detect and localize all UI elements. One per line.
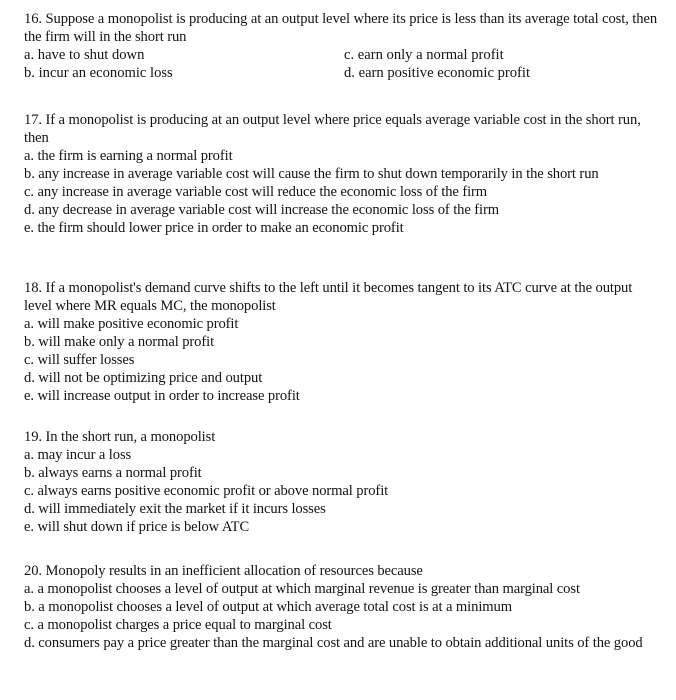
question-20-choice-a: a. a monopolist chooses a level of output at which marginal revenue is greater than marginal cost bbox=[24, 581, 580, 597]
question-20 bbox=[24, 562, 660, 652]
question-17 bbox=[24, 111, 660, 237]
question-16-choice-d: d. earn positive economic profit bbox=[344, 65, 531, 81]
question-18 bbox=[24, 279, 660, 405]
question-18-stem: 18. If a monopolist's demand curve shifts to the left until it becomes tangent to its ATC curve at the output level where MR equals MC, the monopolist bbox=[24, 280, 633, 314]
question-18-choice-b: b. will make only a normal profit bbox=[24, 334, 215, 350]
question-16-choices bbox=[24, 46, 660, 84]
question-19-choice-d: d. will immediately exit the market if it incurs losses bbox=[24, 501, 326, 517]
question-20-stem: 20. Monopoly results in an inefficient allocation of resources because bbox=[24, 563, 423, 579]
question-20-choice-d: d. consumers pay a price greater than the marginal cost and are unable to obtain additional units of the good bbox=[24, 635, 643, 651]
question-17-stem: 17. If a monopolist is producing at an output level where price equals average variable cost in the short run, then bbox=[24, 112, 641, 146]
question-19-stem: 19. In the short run, a monopolist bbox=[24, 429, 216, 445]
question-20-choice-c: c. a monopolist charges a price equal to marginal cost bbox=[24, 617, 332, 633]
question-19-choice-e: e. will shut down if price is below ATC bbox=[24, 519, 250, 535]
question-18-choice-d: d. will not be optimizing price and output bbox=[24, 370, 263, 386]
question-20-choice-b: b. a monopolist chooses a level of output at which average total cost is at a minimum bbox=[24, 599, 512, 615]
question-18-choice-c: c. will suffer losses bbox=[24, 352, 135, 368]
question-16-stem: 16. Suppose a monopolist is producing at an output level where its price is less than its average total cost, then the firm will in the short run bbox=[24, 11, 658, 45]
question-19-choice-b: b. always earns a normal profit bbox=[24, 465, 202, 481]
question-16-choice-a: a. have to shut down bbox=[24, 47, 145, 63]
question-19 bbox=[24, 428, 660, 536]
question-18-choice-a: a. will make positive economic profit bbox=[24, 316, 239, 332]
question-17-choice-c: c. any increase in average variable cost will reduce the economic loss of the firm bbox=[24, 184, 488, 200]
question-19-choice-a: a. may incur a loss bbox=[24, 447, 132, 463]
question-16 bbox=[24, 10, 660, 84]
question-17-choice-a: a. the firm is earning a normal profit bbox=[24, 148, 233, 164]
question-17-choice-d: d. any decrease in average variable cost will increase the economic loss of the firm bbox=[24, 202, 500, 218]
question-17-choice-b: b. any increase in average variable cost will cause the firm to shut down temporarily in the short run bbox=[24, 166, 599, 182]
question-16-choice-b: b. incur an economic loss bbox=[24, 65, 173, 81]
question-17-choice-e: e. the firm should lower price in order to make an economic profit bbox=[24, 220, 404, 236]
question-19-choice-c: c. always earns positive economic profit or above normal profit bbox=[24, 483, 389, 499]
question-16-choice-c: c. earn only a normal profit bbox=[344, 47, 504, 63]
question-18-choice-e: e. will increase output in order to increase profit bbox=[24, 388, 300, 404]
